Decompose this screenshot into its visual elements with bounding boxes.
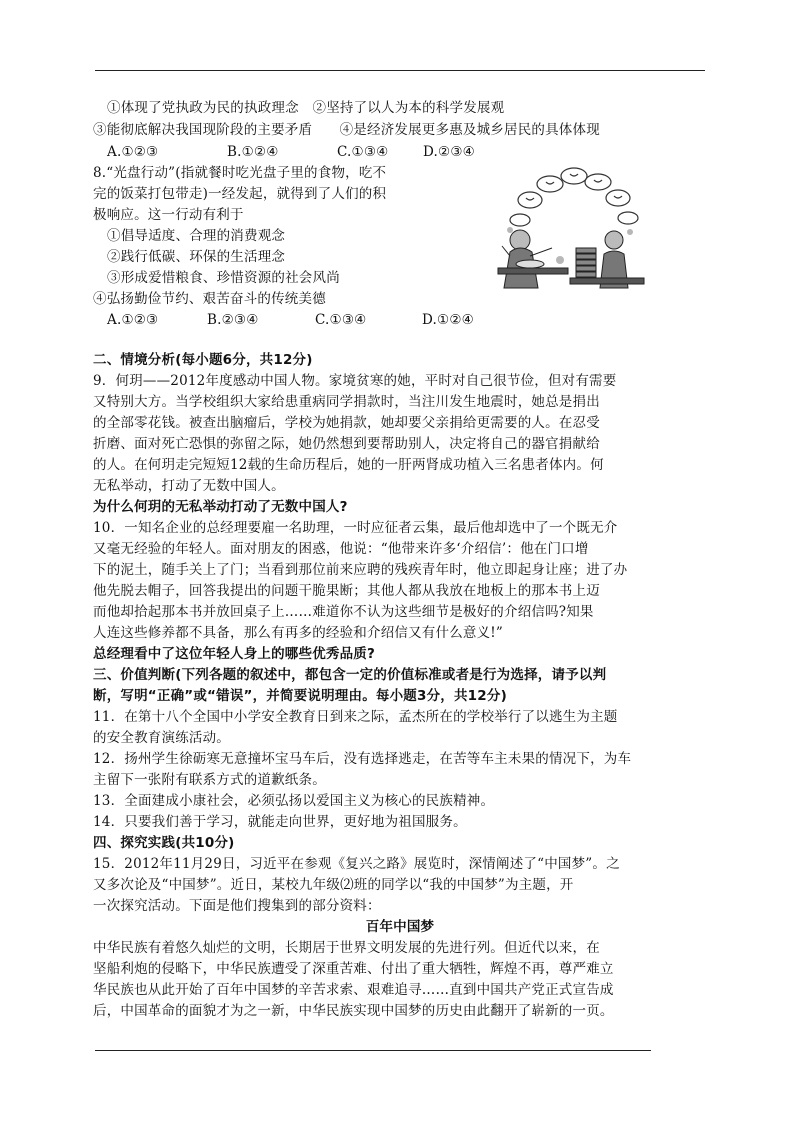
material-line-1: 中华民族有着悠久灿烂的文明，长期居于世界文明发展的先进行列。但近代以来，在 xyxy=(93,940,600,956)
q8-item-3: ③形成爱惜粮食、珍惜资源的社会风尚 xyxy=(107,270,340,286)
q10-line-2: 又毫无经验的年轻人。面对朋友的困惑，他说：“他带来许多‘介绍信’：他在门口增 xyxy=(93,541,589,557)
q13-line: 13．全面建成小康社会，必须弘扬以爱国主义为核心的民族精神。 xyxy=(93,793,495,809)
q8-option-d: D.①②④ xyxy=(422,312,474,328)
q8-item-4: ④弘扬勤俭节约、艰苦奋斗的传统美德 xyxy=(93,291,326,307)
q7-options xyxy=(107,142,475,162)
footer-rule xyxy=(95,1050,651,1051)
q12-line-2: 主留下一张附有联系方式的道歉纸条。 xyxy=(93,772,326,788)
q7-option-a: A.①②③ xyxy=(107,144,159,160)
q8-option-a: A.①②③ xyxy=(107,312,159,328)
material-title: 百年中国梦 xyxy=(365,919,435,935)
q7-option-b: B.①②④ xyxy=(227,144,279,160)
q15-line-2: 又多次论及“中国梦”。近日，某校九年级⑵班的同学以“我的中国梦”为主题，开 xyxy=(93,877,574,893)
q9-line-3: 的全部零花钱。被查出脑瘤后，学校为她捐款，她却要父亲捐给更需要的人。在忍受 xyxy=(93,415,600,431)
section-4-heading: 四、探究实践(共10分) xyxy=(93,835,235,851)
q7-option-d: D.②③④ xyxy=(423,144,475,160)
q11-line-1: 11．在第十八个全国中小学安全教育日到来之际，孟杰所在的学校举行了以逃生为主题 xyxy=(93,709,618,725)
q9-line-2: 又特别大方。当学校组织大家给患重病同学捐款时，当注川发生地震时，她总是捐出 xyxy=(93,394,600,410)
q9-question: 为什么何玥的无私举动打动了无数中国人? xyxy=(93,499,348,515)
q9-line-6: 无私举动，打动了无数中国人。 xyxy=(93,478,285,494)
header-rule xyxy=(95,70,705,71)
q7-line-2: ③能彻底解决我国现阶段的主要矛盾 ④是经济发展更多惠及城乡居民的具体体现 xyxy=(93,122,600,138)
q8-item-2: ②践行低碳、环保的生活理念 xyxy=(107,249,286,265)
material-line-3: 华民族也从此开始了百年中国梦的辛苦求索、艰难追寻……直到中国共产党正式宣告成 xyxy=(93,982,614,998)
q12-line-1: 12．扬州学生徐砺寒无意撞坏宝马车后，没有选择逃走，在苦等车主未果的情况下，为车 xyxy=(93,751,632,767)
q8-stem-3: 极响应。这一行动有利于 xyxy=(93,207,244,223)
section-2-heading: 二、情境分析(每小题6分，共12分) xyxy=(93,352,313,368)
q8-item-1: ①倡导适度、合理的消费观念 xyxy=(107,228,286,244)
q9-line-5: 的人。在何玥走完短短12载的生命历程后，她的一肝两肾成功植入三名患者体内。何 xyxy=(93,457,604,473)
q14-line: 14．只要我们善于学习，就能走向世界，更好地为祖国服务。 xyxy=(93,814,467,830)
q8-option-b: B.②③④ xyxy=(207,312,259,328)
q8-options xyxy=(107,310,474,330)
section-3-heading-2: 断，写明“正确”或“错误”，并简要说明理由。每小题3分，共12分) xyxy=(93,688,507,704)
section-3-heading-1: 三、价值判断(下列各题的叙述中，都包含一定的价值标准或者是行为选择，请予以判 xyxy=(93,667,607,683)
q9-line-1: 9．何玥——2012年度感动中国人物。家境贫寒的她，平时对自己很节俭，但对有需要 xyxy=(93,373,617,389)
empty-plate-cartoon xyxy=(490,160,648,290)
material-line-4: 后，中国革命的面貌才为之一新，中华民族实现中国梦的历史由此翻开了崭新的一页。 xyxy=(93,1003,614,1019)
q11-line-2: 的安全教育演练活动。 xyxy=(93,730,230,746)
q10-line-4: 他先脱去帽子，回答我提出的问题干脆果断；其他人都从我放在地板上的那本书上迈 xyxy=(93,583,600,599)
q10-line-6: 人连这些修养都不具备，那么有再多的经验和介绍信又有什么意义!” xyxy=(93,625,504,641)
q8-option-c: C.①③④ xyxy=(315,312,367,328)
q15-line-3: 一次探究活动。下面是他们搜集到的部分资料： xyxy=(93,898,381,914)
q15-line-1: 15．2012年11月29日，习近平在参观《复兴之路》展览时，深情阐述了“中国梦”。之 xyxy=(93,856,620,872)
q10-line-1: 10．一知名企业的总经理要雇一名助理，一时应征者云集，最后他却选中了一个既无介 xyxy=(93,520,618,536)
q7-option-c: C.①③④ xyxy=(337,144,389,160)
q10-line-5: 而他却拾起那本书并放回桌子上……难道你不认为这些细节是极好的介绍信吗?知果 xyxy=(93,604,594,620)
q10-question: 总经理看中了这位年轻人身上的哪些优秀品质? xyxy=(93,646,376,662)
q8-stem-1: 8.“光盘行动”(指就餐时吃光盘子里的食物，吃不 xyxy=(93,165,387,181)
q8-stem-2: 完的饭菜打包带走)一经发起，就得到了人们的积 xyxy=(93,186,387,202)
q10-line-3: 下的泥土，随手关上了门；当看到那位前来应聘的残疾青年时，他立即起身让座；进了办 xyxy=(93,562,628,578)
material-line-2: 坚船利炮的侵略下，中华民族遭受了深重苦难、付出了重大牺牲，辉煌不再，尊严难立 xyxy=(93,961,614,977)
q7-line-1: ①体现了党执政为民的执政理念 ②坚持了以人为本的科学发展观 xyxy=(107,100,505,116)
q9-line-4: 折磨、面对死亡恐惧的弥留之际，她仍然想到要帮助别人，决定将自己的器官捐献给 xyxy=(93,436,600,452)
